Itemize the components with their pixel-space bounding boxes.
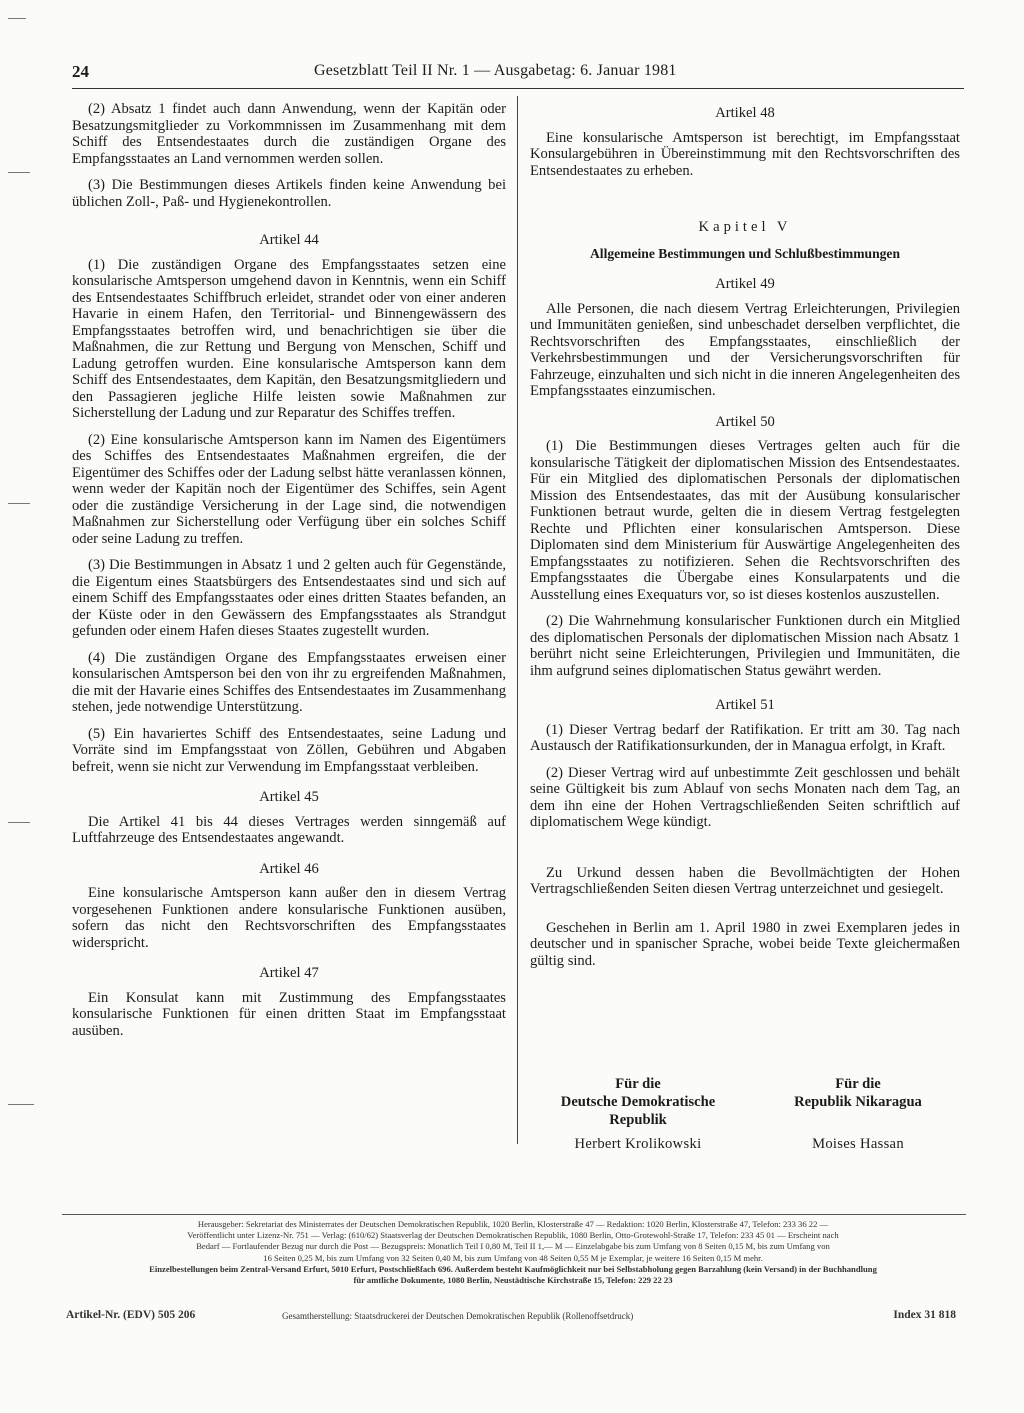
imprint-footer [66,1219,960,1286]
paragraph: (1) Dieser Vertrag bedarf der Ratifikation. Er tritt am 30. Tag nach Austausch der Ratifikationsurkunden, der in Managua erfolgt, in Kraft. [530,721,960,754]
signature-heading: Deutsche Demokratische [560,1094,716,1110]
margin-mark [8,822,30,823]
margin-mark [8,172,30,173]
printer-credit: Gesamtherstellung: Staatsdruckerei der Deutschen Demokratischen Republik (Rollenoffsetdruck) [282,1311,634,1321]
right-column [530,101,960,979]
signature-heading: Republik [609,1112,667,1128]
paragraph: Ein Konsulat kann mit Zustimmung des Empfangsstaates konsularische Funktionen für einen dritten Staat im Empfangsstaat ausüben. [72,989,506,1039]
article-45-title: Artikel 45 [259,789,319,805]
paragraph: (1) Die Bestimmungen dieses Vertrages gelten auch für die konsularische Tätigkeit der diplomatischen Mission des Entsendestaates. Für ein Mitglied des diplomatischen Personals der diplomatischen Mission des Entsendestaates, das mit der Ausübung konsularischer Funktionen betraut wurde, gelten die in diesem Vertrag festgelegten Rechte und Pflichten einer konsularischen Amtsperson. Diese Diplomaten sind dem Ministerium für Auswärtige Angelegenheiten des Empfangsstaates zu notifizieren. Sehen die Rechtsvorschriften des Empfangsstaates die Übergabe eines Konsularpatents und die Ausstellung eines Exequaturs vor, so ist dieses kostenlos auszustellen. [530,438,960,603]
page-header [72,62,964,89]
article-48-title: Artikel 48 [715,105,775,121]
paragraph: Die Artikel 41 bis 44 dieses Vertrages werden sinngemäß auf Luftfahrzeuge des Entsendestaates angewandt. [72,813,506,846]
imprint-line: Einzelbestellungen beim Zentral-Versand Erfurt, 5010 Erfurt, Postschließfach 696. Außerdem besteht Kaufmöglichkeit nur bei Selbstabholung gegen Barzahlung (kein Versand) in der Buchhandlung [149,1263,877,1274]
page-number: 24 [72,62,89,81]
article-44-title: Artikel 44 [259,232,319,248]
chapter-title: Kapitel V [698,219,792,235]
signature-heading: Für die [615,1076,661,1092]
imprint-line: Veröffentlicht unter Lizenz-Nr. 751 — Verlag: (610/62) Staatsverlag der Deutschen Demokratischen Republik, 1080 Berlin, Otto-Grotewohl-Straße 17, Telefon: 233 45 01 — Erscheint nach [187,1230,839,1241]
paragraph: (2) Absatz 1 findet auch dann Anwendung, wenn der Kapitän oder Besatzungsmitglieder zu Vorkommnissen im Zusammenhang mit dem Schiff des Entsendestaates durch die zuständigen Organe des Empfangsstaates an Land vernommen werden sollen. [72,101,506,167]
paragraph: (3) Die Bestimmungen dieses Artikels finden keine Anwendung bei üblichen Zoll-, Paß- und Hygienekontrollen. [72,177,506,210]
signature-heading: Für die [835,1076,881,1092]
imprint-line: Herausgeber: Sekretariat des Ministerrates der Deutschen Demokratischen Republik, 1020 Berlin, Klosterstraße 47 — Redaktion: 1020 Berlin, Klosterstraße 47, Telefon: 233 36 22 — [197,1219,829,1229]
paragraph: (5) Ein havariertes Schiff des Entsendestaates, seine Ladung und Vorräte sind im Empfangsstaat von Zöllen, Gebühren und Abgaben befreit, wenn sie nicht zur Verwendung im Empfangsstaat verbleiben. [72,725,506,775]
paragraph: Eine konsularische Amtsperson kann außer den in diesem Vertrag vorgesehenen Funktionen andere konsularische Funktionen ausüben, sofern das nicht den Rechtsvorschriften des Empfangsstaates widerspricht. [72,885,506,951]
signature-block-gdr [538,1075,738,1153]
article-49-title: Artikel 49 [715,276,775,292]
index-number: Index 31 818 [893,1309,956,1321]
imprint-line: Bedarf — Fortlaufender Bezug nur durch die Post — Bezugspreis: Monatlich Teil I 0,80 M, Teil II 1,— M — Einzelabgabe bis zum Umfang von 8 Seiten 0,15 M, bis zum Umfang von [196,1241,830,1252]
margin-mark [8,18,26,19]
article-number: Artikel-Nr. (EDV) 505 206 [66,1309,196,1321]
chapter-subtitle: Allgemeine Bestimmungen und Schlußbestimmungen [589,245,901,261]
closing-paragraph: Zu Urkund dessen haben die Bevollmächtigten der Hohen Vertragschließenden Seiten diesen Vertrag unterzeichnet und gesiegelt. [530,864,960,897]
article-46-title: Artikel 46 [259,860,319,877]
signature-heading: Republik Nikaragua [794,1094,922,1110]
margin-mark [8,1104,34,1105]
paragraph: (3) Die Bestimmungen in Absatz 1 und 2 gelten auch für Gegenstände, die Eigentum eines Staatsbürgers des Entsendestaates sind und sich auf einem Schiff des Empfangsstaates oder eines dritten Staates befanden, an der Küste oder in den Gewässern des Empfangsstaates als Strandgut gefunden oder einem Hafen dieses Staates zugestellt wurden. [72,557,506,639]
paragraph: (2) Die Wahrnehmung konsularischer Funktionen durch ein Mitglied des diplomatischen Personals der diplomatischen Mission nach Absatz 1 berührt nicht seine Erleichterungen, Privilegien und Immunitäten, die ihm aufgrund seines diplomatischen Status gewährt werden. [530,613,960,679]
paragraph: (4) Die zuständigen Organe des Empfangsstaates erweisen einer konsularischen Amtsperson bei den von ihr zu ergreifenden Maßnahmen, die mit der Havarie eines Schiffes des Entsendestaates im Zusammenhang stehen, jede notwendige Unterstützung. [72,649,506,715]
imprint-line: für amtliche Dokumente, 1080 Berlin, Neustädtische Kirchstraße 15, Telefon: 229 22 23 [353,1275,673,1286]
paragraph: Eine konsularische Amtsperson ist berechtigt, im Empfangsstaat Konsulargebühren in Übereinstimmung mit den Rechtsvorschriften des Entsendestaates zu erheben. [530,129,960,179]
paragraph: Alle Personen, die nach diesem Vertrag Erleichterungen, Privilegien und Immunitäten genießen, sind unbeschadet derselben verpflichtet, die Rechtsvorschriften des Empfangsstaates, einschließlich der Verkehrsbestimmungen und der Versicherungsvorschriften für Fahrzeuge, einzuhalten und sich nicht in die inneren Angelegenheiten des Empfangsstaates einzumischen. [530,300,960,399]
footer-rule [62,1214,966,1215]
gazette-title: Gesetzblatt Teil II Nr. 1 — Ausgabetag: 6. Januar 1981 [314,62,677,79]
article-50-title: Artikel 50 [715,413,775,430]
footer-bottom-row [66,1309,960,1325]
signatory-name: Moises Hassan [812,1136,904,1152]
article-51-title: Artikel 51 [715,697,775,713]
signature-area [530,1075,960,1155]
imprint-line: 16 Seiten 0,25 M, bis zum Umfang von 32 Seiten 0,40 M, bis zum Umfang von 48 Seiten 0,55 M je Exemplar, je weitere 16 Seiten 0,15 M mehr. [263,1252,763,1263]
margin-mark [8,503,30,504]
column-divider [517,96,518,1144]
paragraph: (2) Dieser Vertrag wird auf unbestimmte Zeit geschlossen und behält seine Gültigkeit bis zum Ablauf von sechs Monaten nach dem Tag, an dem ihn eine der Hohen Vertragschließenden Seiten schriftlich auf diplomatischem Wege kündigt. [530,764,960,830]
article-47-title: Artikel 47 [259,965,319,981]
paragraph: (1) Die zuständigen Organe des Empfangsstaates setzen eine konsularische Amtsperson umgehend davon in Kenntnis, wenn ein Schiff des Entsendestaates Schiffbruch erleidet, strandet oder von einer anderen Havarie in einem Hafen, den Territorial- und Binnengewässern des Empfangsstaates betroffen wird, und benachrichtigen sie über die Maßnahmen, die zur Rettung und Bergung von Menschen, Schiff und Ladung getroffen wurden. Eine konsularische Amtsperson kann dem Schiff des Entsendestaates, dem Kapitän, den Besatzungsmitgliedern und den Passagieren jegliche Hilfe leisten sowie Maßnahmen zur Sicherstellung der Ladung und zur Reparatur des Schiffes treffen. [72,256,506,421]
closing-paragraph: Geschehen in Berlin am 1. April 1980 in zwei Exemplaren jedes in deutscher und in spanischer Sprache, wobei beide Texte gleichermaßen gültig sind. [530,919,960,969]
signature-block-nicaragua [758,1075,958,1153]
signatory-name: Herbert Krolikowski [574,1136,702,1152]
paragraph: (2) Eine konsularische Amtsperson kann im Namen des Eigentümers des Schiffes des Entsendestaates Maßnahmen ergreifen, die der Eigentümer des Schiffes oder der Ladung selbst hätte veranlassen können, wenn weder der Kapitän noch der Eigentümer des Schiffes, sein Agent oder die zuständige Versicherung in der Lage sind, die notwendigen Maßnahmen zur Sicherstellung oder Verfügung über ein solches Schiff oder seine Ladung zu treffen. [72,431,506,547]
left-column [72,101,506,1049]
